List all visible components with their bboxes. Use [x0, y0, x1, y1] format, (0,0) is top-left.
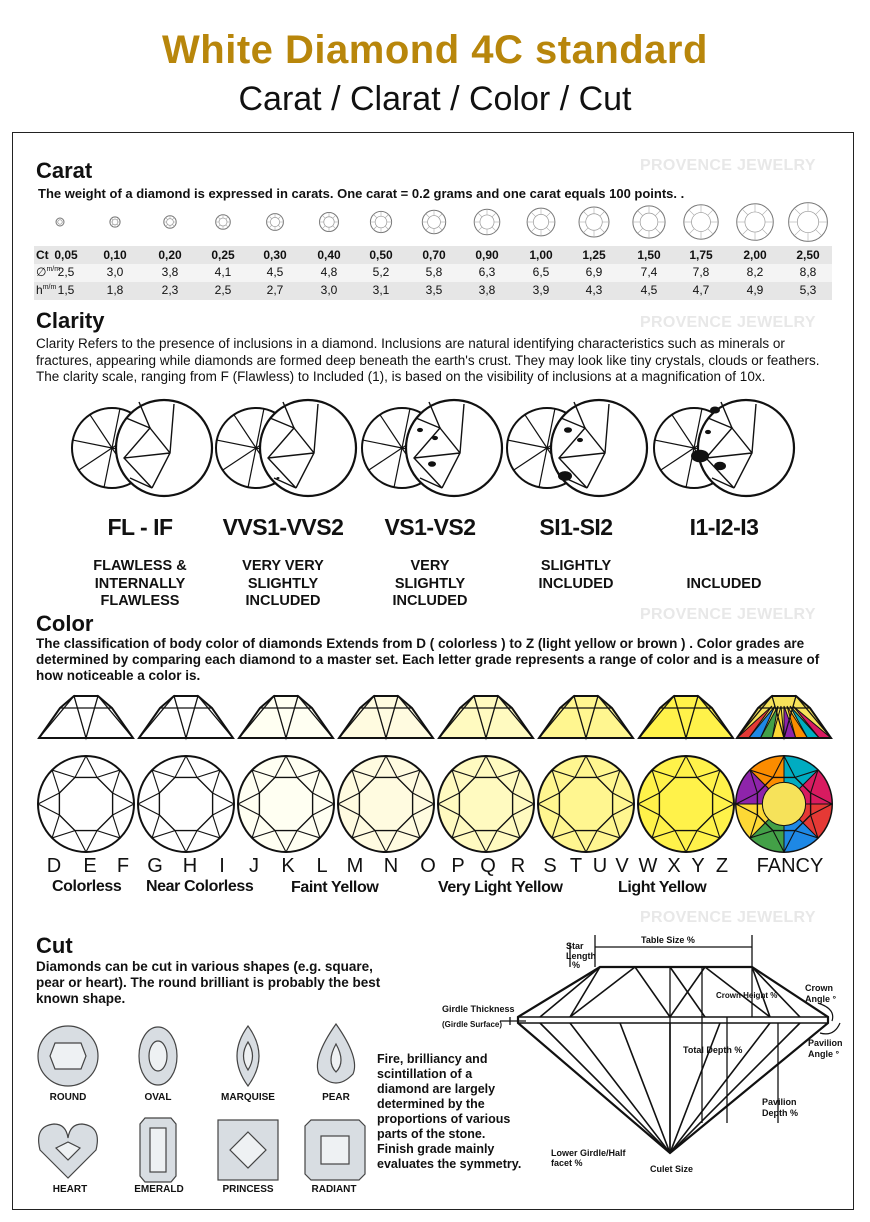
clarity-diagram: [507, 400, 647, 496]
cut-note: Fire, brilliancy and scintillation of a diamond are largely determined by the proportions of various parts of the stone. Finish grade mainly evaluates the symmetry.: [377, 1052, 522, 1171]
clarity-grade-code: VVS1-VVS2: [222, 514, 344, 540]
carat-stone: [737, 204, 774, 241]
inclusion-mark: [564, 427, 572, 433]
inclusion-mark: [432, 436, 438, 440]
color-diamonds: [30, 690, 842, 856]
diagram-label-star3: %: [572, 960, 581, 970]
shape-label: ROUND: [49, 1092, 87, 1103]
color-grade-letter: S: [543, 855, 557, 877]
watermark-color: PROVENCE JEWELRY: [640, 606, 816, 623]
clarity-grade-desc: FLAWLESS &: [93, 558, 187, 574]
height-symbol: h: [36, 283, 43, 297]
carat-stone: [216, 215, 231, 230]
color-grade-letter: T: [569, 855, 583, 877]
diagram-label-pavilion_depth2: Depth %: [762, 1108, 798, 1118]
shape-label: PRINCESS: [222, 1184, 274, 1195]
color-grade-letter: L: [316, 855, 328, 877]
carat-stone: [370, 211, 391, 232]
cut-shapes: [30, 1020, 380, 1200]
color-diamond: [736, 696, 832, 852]
diameter-value: 4,1: [214, 265, 232, 279]
carat-stone: [633, 206, 665, 238]
page-title: White Diamond 4C standard: [162, 28, 708, 72]
carat-stone: [110, 217, 120, 227]
color-diamond: [138, 696, 234, 852]
clarity-grade-desc: VERY VERY: [242, 558, 324, 574]
shape-label: PEAR: [322, 1092, 350, 1103]
diagram-label-pavilion_depth1: Pavilion: [762, 1097, 797, 1107]
diagram-label-lower_girdle1: Lower Girdle/Half: [551, 1148, 626, 1158]
color-category: Faint Yellow: [291, 879, 379, 896]
height-value: 4,7: [692, 283, 710, 297]
color-heading: Color: [36, 611, 94, 636]
shape-label: MARQUISE: [221, 1092, 275, 1103]
carat-description: The weight of a diamond is expressed in carats. One carat = 0.2 grams and one carat equals 100 points. .: [38, 186, 685, 201]
clarity-grade-desc: SLIGHTLY: [247, 575, 319, 592]
diameter-value: 5,2: [372, 265, 390, 279]
height-value: 2,3: [161, 283, 179, 297]
clarity-diagram: [216, 400, 356, 496]
color-description: The classification of body color of diamonds Extends from D ( colorless ) to Z (light yellow or brown ) . Color grades are determined by comparing each diamond to a master set. Each letter grade represents a range of color and is a measure of how noticeable a color is.: [36, 636, 820, 683]
height-value: 5,3: [799, 283, 817, 297]
clarity-grade-desc: INCLUDED: [538, 575, 614, 592]
clarity-grade-desc: INTERNALLY: [94, 575, 186, 592]
carat-stone: [56, 218, 64, 226]
clarity-grade-desc: INCLUDED: [245, 593, 321, 609]
diagram-label-crown_angle1: Crown: [805, 983, 833, 993]
color-diamond: [338, 696, 434, 852]
princess-shape: [218, 1120, 278, 1180]
diagram-label-table: Table Size %: [641, 935, 695, 945]
clarity-grade-desc: INCLUDED: [392, 593, 468, 609]
diagram-label-crown_angle2: Angle °: [805, 994, 837, 1004]
color-grade-letter: P: [451, 855, 465, 877]
color-category: Colorless: [52, 878, 122, 895]
clarity-heading: Clarity: [36, 308, 105, 333]
diagram-label-crown_height: Crown Height %: [716, 991, 778, 1000]
inclusion-mark: [691, 450, 709, 463]
diagram-label-culet: Culet Size: [650, 1164, 694, 1174]
cut-heading: Cut: [36, 933, 73, 958]
color-diamond: [38, 696, 134, 852]
color-grade-letter: M: [346, 855, 364, 877]
diagram-label-star1: Star: [566, 941, 584, 951]
clarity-diagrams: [60, 396, 800, 516]
ct-value: 0,05: [54, 248, 78, 262]
height-value: 4,3: [585, 283, 603, 297]
ct-value: 0,25: [211, 248, 235, 262]
inclusion-mark: [577, 438, 583, 442]
clarity-grade-code: SI1-SI2: [539, 514, 613, 540]
ct-value: 0,20: [158, 248, 182, 262]
color-diamond: [238, 696, 334, 852]
color-grade-letter: X: [667, 855, 681, 877]
emerald-shape: [140, 1118, 176, 1182]
color-grade-letter: Q: [480, 855, 496, 877]
inclusion-mark: [428, 461, 436, 467]
height-unit: m/m: [42, 284, 57, 291]
diameter-value: 7,4: [640, 265, 658, 279]
diameter-value: 3,8: [161, 265, 179, 279]
color-grade-letter: F: [116, 855, 130, 877]
diameter-value: 3,0: [106, 265, 124, 279]
ct-value: 0,90: [475, 248, 499, 262]
color-grade-letter: R: [510, 855, 526, 877]
carat-heading: Carat: [36, 158, 93, 183]
oval-shape: [139, 1027, 177, 1085]
color-grade-letter: H: [182, 855, 198, 877]
carat-stone: [527, 208, 555, 236]
color-grade-letter: G: [147, 855, 163, 877]
color-diamond: [538, 696, 634, 852]
round-shape: [38, 1026, 98, 1086]
height-value: 3,9: [532, 283, 550, 297]
diamond-profile: [500, 935, 840, 1153]
diagram-label-pavilion_angle1: Pavilion: [808, 1038, 843, 1048]
color-grade-letter: V: [615, 855, 629, 877]
color-category: Very Light Yellow: [438, 879, 563, 896]
height-value: 2,5: [214, 283, 232, 297]
color-grade-letter: I: [219, 855, 225, 877]
page-subtitle: Carat / Clarat / Color / Cut: [238, 80, 632, 118]
carat-stone: [422, 210, 445, 233]
shape-label: RADIANT: [311, 1184, 357, 1195]
marquise-shape: [237, 1026, 259, 1086]
clarity-diagram: [72, 400, 212, 496]
proportion-diagram: [440, 925, 850, 1185]
carat-size-stones: [30, 200, 850, 244]
diagram-label-girdle2: (Girdle Surface): [442, 1020, 503, 1029]
diameter-value: 4,5: [266, 265, 284, 279]
shape-label: HEART: [52, 1184, 88, 1195]
diameter-value: 5,8: [425, 265, 443, 279]
ct-value: 0,40: [317, 248, 341, 262]
clarity-grade-desc: SLIGHTLY: [540, 558, 612, 574]
ct-value: 0,10: [103, 248, 127, 262]
color-grade-letter: Z: [715, 855, 729, 877]
clarity-grade-code: I1-I2-I3: [689, 514, 759, 540]
color-category: Near Colorless: [146, 878, 254, 895]
clarity-grade-code: VS1-VS2: [384, 514, 476, 540]
diameter-value: 2,5: [57, 265, 75, 279]
ct-value: 0,70: [422, 248, 446, 262]
heart-shape: [39, 1124, 98, 1178]
carat-stone: [267, 214, 284, 231]
carat-stone: [320, 213, 339, 232]
radiant-shape: [305, 1120, 365, 1180]
height-value: 3,5: [425, 283, 443, 297]
clarity-grade-code: FL - IF: [107, 514, 173, 540]
ct-value: 2,00: [743, 248, 767, 262]
clarity-description: Clarity Refers to the presence of inclusions in a diamond. Inclusions are natural identifying characteristics such as minerals or fractures, appearing while diamonds are formed deep beneath the earth's crust. They may look like tiny crystals, clouds or feathers. The clarity scale, ranging from F (Flawless) to Included (1), is based on the visibility of inclusions at a magnification of 10x.: [36, 336, 820, 384]
diameter-value: 8,8: [799, 265, 817, 279]
height-value: 3,0: [320, 283, 338, 297]
ct-value: 0,30: [263, 248, 287, 262]
height-value: 4,5: [640, 283, 658, 297]
ct-value: 1,25: [582, 248, 606, 262]
clarity-diagram: [654, 400, 794, 496]
diameter-value: 6,5: [532, 265, 550, 279]
shape-label: OVAL: [144, 1092, 172, 1103]
color-grade-letter: U: [592, 855, 608, 877]
height-value: 4,9: [746, 283, 764, 297]
carat-stone: [164, 216, 176, 228]
color-grade-letter: K: [281, 855, 295, 877]
ct-label: Ct: [36, 248, 49, 262]
diagram-label-pavilion_angle2: Angle °: [808, 1049, 840, 1059]
color-grade-letter: J: [249, 855, 259, 877]
ct-value: 0,50: [369, 248, 393, 262]
clarity-grade-desc: FLAWLESS: [100, 593, 180, 609]
ct-value: 2,50: [796, 248, 820, 262]
height-value: 1,5: [57, 283, 75, 297]
diameter-symbol: ∅: [36, 265, 47, 279]
watermark-cut: PROVENCE JEWELRY: [640, 909, 816, 926]
diagram-label-star2: Length: [566, 951, 596, 961]
carat-stone: [684, 205, 718, 239]
clarity-diagram: [362, 400, 502, 496]
clarity-grade-desc: INCLUDED: [686, 575, 762, 592]
carat-stone: [474, 209, 500, 235]
diagram-label-girdle1: Girdle Thickness: [442, 1004, 515, 1014]
cut-description: Diamonds can be cut in various shapes (e.g. square, pear or heart). The round brilliant is probably the best known shape.: [36, 959, 381, 1006]
pear-shape: [317, 1024, 354, 1083]
watermark-clarity: PROVENCE JEWELRY: [640, 314, 816, 331]
inclusion-mark: [705, 430, 711, 434]
color-grade-letter: O: [420, 855, 436, 877]
color-diamond: [438, 696, 534, 852]
color-category: Light Yellow: [618, 879, 707, 896]
carat-stone: [789, 203, 828, 242]
carat-stone: [579, 207, 609, 237]
clarity-grade-desc: SLIGHTLY: [394, 575, 466, 592]
height-value: 3,8: [478, 283, 496, 297]
color-grade-letter: Y: [691, 855, 705, 877]
diameter-value: 6,3: [478, 265, 496, 279]
watermark-carat: PROVENCE JEWELRY: [640, 157, 816, 174]
diameter-unit: m/m: [46, 266, 61, 273]
diagram-label-total_depth: Total Depth %: [683, 1045, 743, 1055]
color-diamond: [638, 696, 734, 852]
height-value: 3,1: [372, 283, 390, 297]
inclusion-mark: [417, 428, 423, 432]
color-grade-letter: N: [383, 855, 399, 877]
color-grade-letter: E: [83, 855, 97, 877]
ct-value: 1,50: [637, 248, 661, 262]
clarity-grade-desc: VERY: [410, 558, 450, 574]
diameter-value: 6,9: [585, 265, 603, 279]
diameter-value: 8,2: [746, 265, 764, 279]
shape-label: EMERALD: [134, 1184, 184, 1195]
inclusion-mark: [710, 407, 720, 414]
diagram-label-lower_girdle2: facet %: [551, 1158, 583, 1168]
fancy-label: FANCY: [756, 855, 824, 877]
diameter-value: 7,8: [692, 265, 710, 279]
ct-value: 1,00: [529, 248, 553, 262]
inclusion-mark: [277, 477, 280, 479]
diameter-value: 4,8: [320, 265, 338, 279]
color-grade-letter: D: [46, 855, 62, 877]
color-grade-letter: W: [638, 855, 658, 877]
inclusion-mark: [714, 462, 726, 470]
height-value: 2,7: [266, 283, 284, 297]
ct-value: 1,75: [689, 248, 713, 262]
height-value: 1,8: [106, 283, 124, 297]
inclusion-mark: [558, 471, 572, 481]
